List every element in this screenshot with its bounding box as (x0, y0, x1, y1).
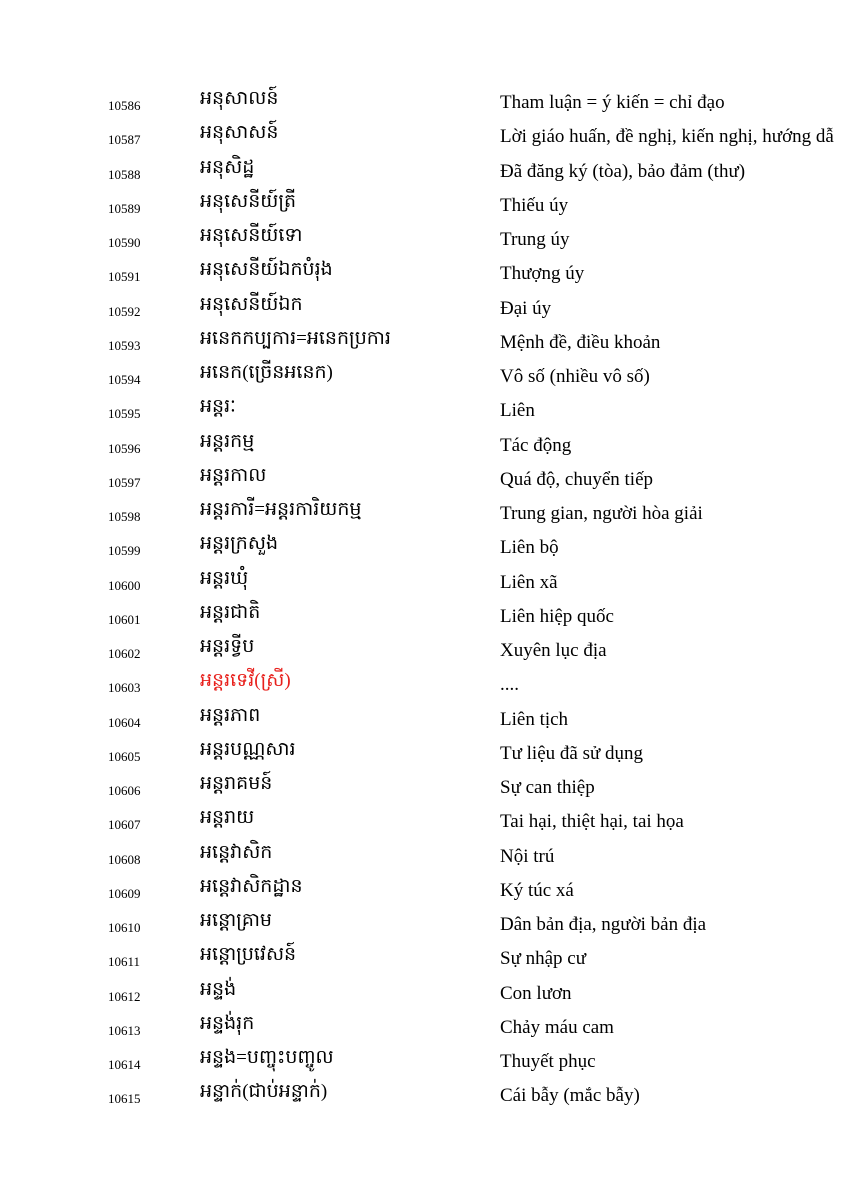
entry-row (0, 429, 848, 463)
vietnamese-translation: Đại úy (500, 297, 552, 319)
khmer-term: អន្តរាគមន៍ (200, 773, 273, 794)
entry-number: 10615 (108, 1091, 141, 1107)
entry-row (0, 1011, 848, 1045)
entry-number: 10614 (108, 1057, 141, 1072)
vietnamese-translation: Đã đăng ký (tòa), bảo đảm (thư) (500, 160, 746, 182)
entry-row (0, 189, 848, 223)
vietnamese-translation: Tác động (500, 434, 572, 456)
vietnamese-translation: Thiếu úy (500, 194, 569, 216)
entry-number: 10597 (108, 474, 141, 490)
entry-number: 10589 (108, 200, 141, 216)
entry-row (0, 908, 848, 942)
entry-row (0, 223, 848, 257)
khmer-term: អន្តរៈ (200, 396, 236, 418)
entry-number: 10602 (108, 646, 141, 661)
khmer-term: អន្តរទេវី(ស្រី) (200, 670, 291, 692)
vietnamese-translation: Chảy máu cam (500, 1016, 614, 1038)
khmer-term: អន្តោគ្រាម (200, 910, 272, 931)
khmer-term: អន្ទង=បញ្ចុះបញ្ចូល (200, 1047, 334, 1068)
khmer-term: អនុសាលន៍ (200, 88, 279, 109)
entry-row (0, 531, 848, 565)
khmer-term: អនុសេនីយ៍ទោ (200, 225, 303, 246)
entry-list (0, 86, 848, 1114)
vietnamese-translation: Dân bản địa, người bản địa (500, 914, 707, 935)
entry-row (0, 805, 848, 839)
vietnamese-translation: Sự can thiệp (500, 777, 595, 798)
khmer-term: អនុសេនីយ៍ត្រី (200, 190, 297, 212)
entry-number: 10591 (108, 269, 141, 285)
entry-row (0, 771, 848, 805)
khmer-term: អន្តរកម្ម (200, 430, 255, 452)
khmer-term: អន្តរកាល (200, 464, 267, 486)
khmer-term: អន្ទាក់(ជាប់អន្ទាក់) (200, 1081, 328, 1103)
entry-number: 10599 (108, 543, 141, 559)
khmer-term: អន្តរភាព (200, 704, 261, 726)
entry-row (0, 257, 848, 291)
entry-row (0, 497, 848, 531)
vietnamese-translation: Ký túc xá (500, 879, 574, 901)
entry-number: 10598 (108, 509, 141, 524)
khmer-term: អន្តរជាតិ (200, 601, 261, 623)
khmer-term: អនុសេនីយ៍ឯក (200, 293, 303, 315)
khmer-term: អន្ទង់រុក (200, 1012, 255, 1034)
entry-number: 10592 (108, 303, 141, 319)
khmer-term: អនុសេនីយ៍ឯកបំរុង (200, 259, 333, 281)
entry-row (0, 634, 848, 668)
vietnamese-translation: Cái bẫy (mắc bẫy) (500, 1085, 640, 1107)
entry-row (0, 977, 848, 1011)
vietnamese-translation: Trung úy (500, 229, 570, 250)
entry-row (0, 566, 848, 600)
entry-number: 10588 (108, 166, 141, 182)
entry-row (0, 1079, 848, 1113)
entry-number: 10608 (108, 851, 141, 867)
vietnamese-translation: Con lươn (500, 982, 572, 1004)
vietnamese-translation: Quá độ, chuyển tiếp (500, 468, 654, 490)
entry-row (0, 737, 848, 771)
khmer-term: អន្ទង់ (200, 978, 237, 1000)
entry-row (0, 840, 848, 874)
khmer-term: អនេកកប្បការ=អនេកប្រការ (200, 327, 391, 349)
entry-number: 10596 (108, 440, 141, 456)
entry-number: 10613 (108, 1022, 141, 1038)
vietnamese-translation: Vô số (nhiều vô số) (500, 366, 650, 387)
vietnamese-translation: Sự nhập cư (500, 948, 587, 970)
vietnamese-translation: Tai hại, thiệt hại, tai họa (500, 811, 684, 833)
vietnamese-translation: Thuyết phục (500, 1051, 596, 1072)
khmer-term: អនេក(ច្រើនអនេក) (200, 362, 333, 383)
entry-row (0, 463, 848, 497)
entry-number: 10604 (108, 714, 141, 730)
entry-row (0, 600, 848, 634)
entry-number: 10600 (108, 577, 141, 593)
vietnamese-translation: Liên hiệp quốc (500, 605, 614, 627)
entry-number: 10601 (108, 611, 141, 627)
entry-number: 10590 (108, 235, 141, 250)
vietnamese-translation: Xuyên lục địa (500, 640, 607, 661)
entry-number: 10605 (108, 748, 141, 764)
vietnamese-translation: Lời giáo huấn, đề nghị, kiến nghị, hướng dẫ (500, 126, 834, 148)
entry-number: 10587 (108, 132, 141, 148)
khmer-term: អនុសាសន៍ (200, 122, 279, 144)
entry-number: 10595 (108, 406, 141, 422)
entry-row (0, 394, 848, 428)
khmer-term: អន្តរការី=អន្តរការិយកម្ម (200, 499, 362, 520)
khmer-term: អន្តេវាសិកដ្ឋាន (200, 875, 303, 897)
vietnamese-translation: Tham luận = ý kiến = chỉ đạo (500, 92, 725, 113)
vietnamese-translation: Nội trú (500, 845, 555, 867)
entry-number: 10612 (108, 988, 141, 1004)
vietnamese-translation: Liên xã (500, 571, 558, 593)
entry-number: 10603 (108, 680, 141, 696)
entry-number: 10610 (108, 920, 141, 935)
entry-row (0, 874, 848, 908)
entry-number: 10611 (108, 954, 141, 970)
entry-number: 10607 (108, 817, 141, 833)
khmer-term: អន្តេវាសិក (200, 841, 273, 863)
entry-number: 10593 (108, 337, 141, 353)
entry-row (0, 292, 848, 326)
vietnamese-translation: Liên tịch (500, 708, 569, 730)
entry-row (0, 1045, 848, 1079)
vietnamese-translation: Liên (500, 400, 535, 422)
khmer-term: អន្តរបណ្ណសារ (200, 738, 296, 760)
khmer-term: អនុសិដ្ឋ (200, 156, 255, 178)
vietnamese-translation: .... (500, 674, 519, 696)
entry-row (0, 155, 848, 189)
khmer-term: អន្តរក្រសួង (200, 533, 279, 555)
vietnamese-translation: Mệnh đề, điều khoản (500, 331, 661, 353)
entry-row (0, 86, 848, 120)
vietnamese-translation: Trung gian, người hòa giải (500, 503, 703, 524)
entry-number: 10606 (108, 783, 141, 798)
khmer-term: អន្តរទ្វីប (200, 636, 255, 657)
entry-row (0, 326, 848, 360)
entry-row (0, 668, 848, 702)
entry-row (0, 360, 848, 394)
entry-row (0, 120, 848, 154)
khmer-term: អន្តោប្រវេសន៍ (200, 944, 297, 966)
entry-row (0, 703, 848, 737)
entry-number: 10594 (108, 372, 141, 387)
vietnamese-translation: Thượng úy (500, 263, 585, 285)
vietnamese-translation: Liên bộ (500, 537, 559, 559)
entry-row (0, 942, 848, 976)
vietnamese-translation: Tư liệu đã sử dụng (500, 742, 644, 764)
entry-number: 10609 (108, 885, 141, 901)
khmer-term: អន្តរាយ (200, 807, 255, 829)
khmer-term: អន្តរឃុំ (200, 567, 249, 589)
entry-number: 10586 (108, 98, 141, 113)
